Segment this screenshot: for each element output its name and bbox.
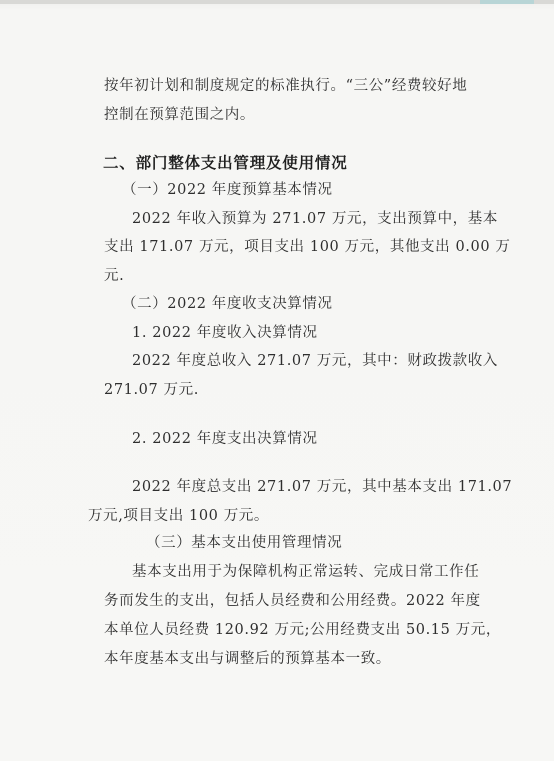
paragraph-line: 基本支出用于为保障机构正常运转、完成日常工作任 <box>132 564 480 580</box>
page-top-edge <box>0 0 554 4</box>
paragraph-line: 2022 年度总支出 271.07 万元，其中基本支出 171.07 <box>132 479 513 495</box>
paragraph-line: 元. <box>104 268 125 284</box>
paragraph-line: 2022 年度总收入 271.07 万元，其中：财政拨款收入 <box>132 353 498 369</box>
paragraph-line: 按年初计划和制度规定的标准执行。“三公”经费较好地 <box>104 78 468 94</box>
subsection-heading: （一）2022 年度预算基本情况 <box>122 182 333 198</box>
section-heading: 二、部门整体支出管理及使用情况 <box>103 154 348 172</box>
paragraph-line: 控制在预算范围之内。 <box>104 107 255 123</box>
item-heading: 2. 2022 年度支出决算情况 <box>132 431 318 447</box>
subsection-heading: （二）2022 年度收支决算情况 <box>122 296 333 312</box>
paragraph-line: 本年度基本支出与调整后的预算基本一致。 <box>104 651 391 667</box>
subsection-heading: （三）基本支出使用管理情况 <box>146 535 343 551</box>
paragraph-line: 2022 年收入预算为 271.07 万元，支出预算中，基本 <box>132 211 498 227</box>
paragraph-line: 本单位人员经费 120.92 万元;公用经费支出 50.15 万元， <box>104 622 501 638</box>
paragraph-line: 271.07 万元. <box>104 382 199 398</box>
page-corner-mark <box>480 0 534 4</box>
paragraph-line: 万元,项目支出 100 万元。 <box>88 508 270 524</box>
paragraph-line: 支出 171.07 万元，项目支出 100 万元，其他支出 0.00 万 <box>104 239 511 255</box>
paragraph-line: 务而发生的支出，包括人员经费和公用经费。2022 年度 <box>104 593 481 609</box>
item-heading: 1. 2022 年度收入决算情况 <box>132 325 318 341</box>
